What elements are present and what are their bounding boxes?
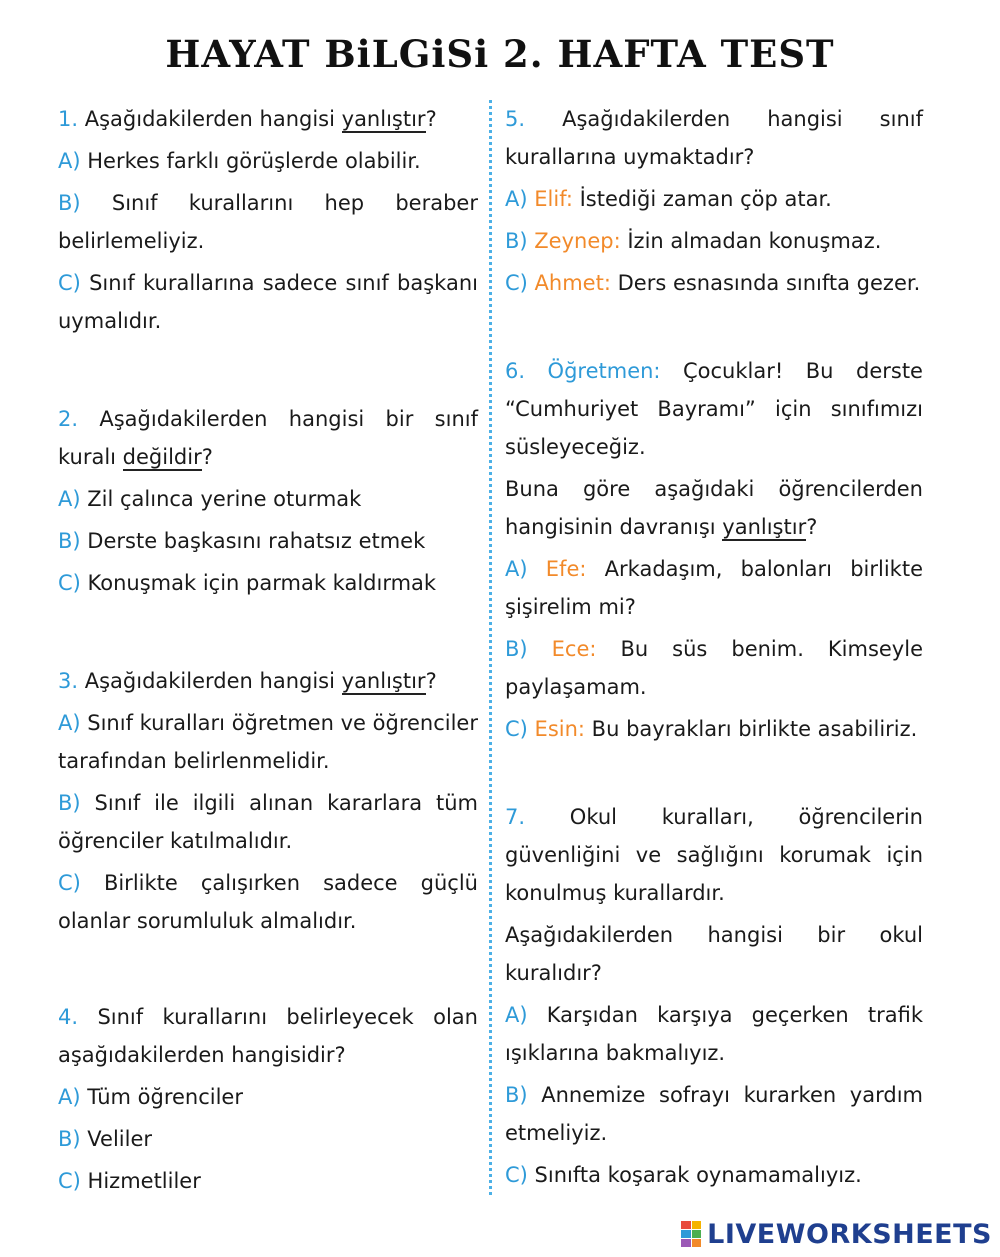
option-c[interactable]: C) Sınıfta koşarak oynamamalıyız. [505,1163,862,1187]
option-label: B) [58,791,81,815]
option-c[interactable]: C) Konuşmak için parmak kaldırmak [58,571,437,595]
option-label: A) [505,187,528,211]
student-name: Ahmet: [534,271,611,295]
option-label: C) [58,1169,81,1193]
question-2-stem: 2. Aşağıdakilerden hangisi bir sınıf kuralı değildir? [58,407,478,469]
option-label: A) [58,149,81,173]
option-c[interactable]: C) Esin: Bu bayrakları birlikte asabiliriz. [505,717,918,741]
option-label: B) [505,229,528,253]
student-name: Efe: [545,557,587,581]
question-3 [58,662,478,998]
option-label: A) [505,1003,528,1027]
question-7-stem: Aşağıdakilerden hangisi bir okul kuralıdır? [505,923,923,985]
option-label: C) [505,271,528,295]
option-a[interactable]: A) Sınıf kuralları öğretmen ve öğrenciler tarafından belirlenmelidir. [58,711,478,773]
option-label: C) [58,571,81,595]
option-label: B) [58,529,81,553]
student-name: Zeynep: [534,229,621,253]
option-c[interactable]: C) Hizmetliler [58,1169,201,1193]
option-label: B) [58,191,81,215]
option-b[interactable]: B) Annemize sofrayı kurarken yardım etmeliyiz. [505,1083,923,1145]
option-label: C) [58,271,81,295]
option-label: C) [58,871,81,895]
column-divider [489,100,492,1195]
question-1-stem: 1. Aşağıdakilerden hangisi yanlıştır? [58,107,437,131]
option-c[interactable]: C) Ahmet: Ders esnasında sınıfta gezer. [505,271,921,295]
option-a[interactable]: A) Tüm öğrenciler [58,1085,243,1109]
brand-name: LIVEWORKSHEETS [707,1218,992,1250]
question-6-quote: 6. Öğretmen: Çocuklar! Bu derste “Cumhuriyet Bayramı” için sınıfımızı süsleyeceğiz. [505,359,923,459]
option-b[interactable]: B) Veliler [58,1127,153,1151]
option-label: A) [505,557,528,581]
student-name: Ece: [551,637,597,661]
question-number: 3. [58,669,79,693]
liveworksheets-logo-icon [681,1221,701,1247]
option-b[interactable]: B) Sınıf ile ilgili alınan kararlara tüm öğrenciler katılmalıdır. [58,791,478,853]
option-b[interactable]: B) Ece: Bu süs benim. Kimseyle paylaşamam. [505,637,923,699]
option-a[interactable]: A) Karşıdan karşıya geçerken trafik ışıklarına bakmalıyız. [505,1003,923,1065]
option-c[interactable]: C) Birlikte çalışırken sadece güçlü olanlar sorumluluk almalıdır. [58,871,478,933]
option-a[interactable]: A) Zil çalınca yerine oturmak [58,487,362,511]
option-label: B) [505,1083,528,1107]
option-b[interactable]: B) Derste başkasını rahatsız etmek [58,529,426,553]
question-5 [505,100,923,352]
question-4-stem: 4. Sınıf kurallarını belirleyecek olan aşağıdakilerden hangisidir? [58,1005,478,1067]
option-c[interactable]: C) Sınıf kurallarına sadece sınıf başkanı uymalıdır. [58,271,478,333]
right-column [505,100,923,1198]
question-number: 5. [505,107,526,131]
question-1 [58,100,478,400]
question-7-intro: 7. Okul kuralları, öğrencilerin güvenliğini ve sağlığını korumak için konulmuş kurallardır. [505,805,923,905]
question-5-stem: 5. Aşağıdakilerden hangisi sınıf kurallarına uymaktadır? [505,107,923,169]
question-2 [58,400,478,662]
question-7 [505,798,923,1194]
option-b[interactable]: B) Zeynep: İzin almadan konuşmaz. [505,229,882,253]
option-a[interactable]: A) Efe: Arkadaşım, balonları birlikte şişirelim mi? [505,557,923,619]
footer-brand[interactable] [681,1216,992,1252]
question-number: 1. [58,107,79,131]
option-label: A) [58,711,81,735]
option-a[interactable]: A) Herkes farklı görüşlerde olabilir. [58,149,421,173]
student-name: Esin: [534,717,585,741]
question-number: 2. [58,407,79,431]
option-label: C) [505,1163,528,1187]
question-number: 4. [58,1005,79,1029]
option-label: B) [505,637,528,661]
speaker-name: Öğretmen: [547,359,661,383]
question-number: 6. [505,359,526,383]
left-column [58,100,478,1204]
option-label: A) [58,487,81,511]
option-a[interactable]: A) Elif: İstediği zaman çöp atar. [505,187,832,211]
question-4 [58,998,478,1200]
option-label: A) [58,1085,81,1109]
question-number: 7. [505,805,526,829]
option-label: C) [505,717,528,741]
page-title: HAYAT BiLGiSi 2. HAFTA TEST [165,32,835,76]
question-6 [505,352,923,798]
question-3-stem: 3. Aşağıdakilerden hangisi yanlıştır? [58,669,437,693]
question-6-stem: Buna göre aşağıdaki öğrencilerden hangisinin davranışı yanlıştır? [505,477,923,539]
option-label: B) [58,1127,81,1151]
option-b[interactable]: B) Sınıf kurallarını hep beraber belirlemeliyiz. [58,191,478,253]
student-name: Elif: [534,187,573,211]
